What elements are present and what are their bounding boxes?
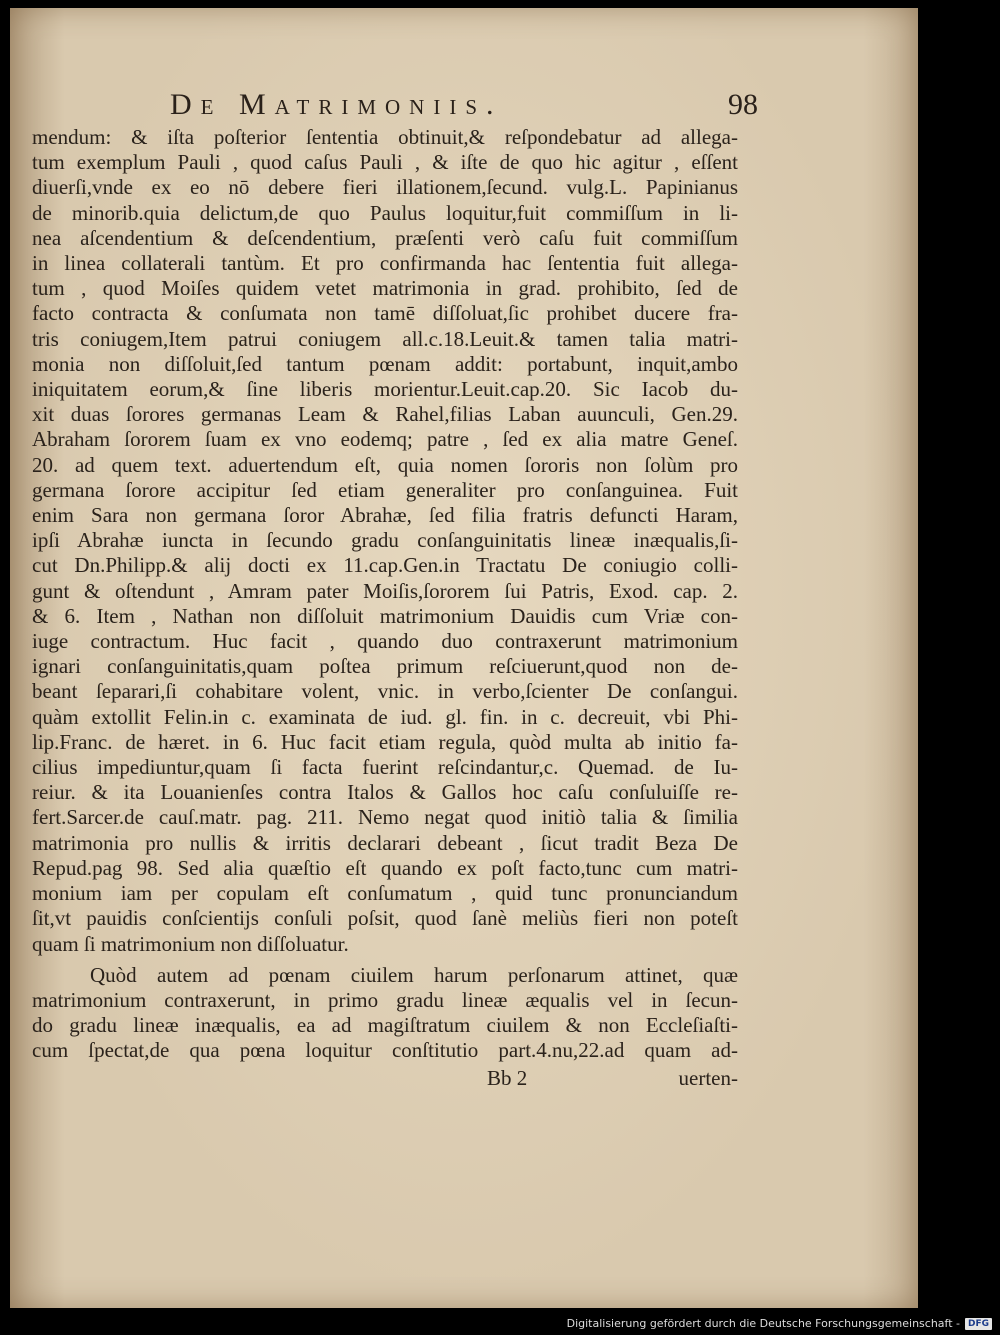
- text-line: reiur. & ita Louanienſes contra Italos & Gallos hoc caſu conſuluiſſe re-: [32, 780, 738, 805]
- text-line: tum , quod Moiſes quidem vetet matrimonia in grad. prohibito, ſed de: [32, 276, 738, 301]
- text-line: nea aſcendentium & deſcendentium, præſenti verò caſu fuit commiſſum: [32, 225, 738, 250]
- text-line: matrimonia pro nullis & irritis declarari debeant , ſicut tradit Beza De: [32, 830, 738, 855]
- text-line: facto contracta & conſumata non tamē diſſoluat,ſic prohibet ducere fra-: [32, 301, 738, 326]
- text-line: do gradu lineæ inæqualis, ea ad magiſtratum ciuilem & non Eccleſiaſti-: [32, 1013, 738, 1038]
- text-line: Abraham ſororem ſuam ex vno eodemq; patre , ſed ex alia matre Geneſ.: [32, 427, 738, 452]
- text-line: ignari conſanguinitatis,quam poſtea primum reſciuerunt,quod non de-: [32, 654, 738, 679]
- catchword: uerten-: [678, 1065, 738, 1090]
- text-line: Quòd autem ad pœnam ciuilem harum perſonarum attinet, quæ: [90, 962, 738, 987]
- text-line: xit duas ſorores germanas Leam & Rahel,filias Laban auunculi, Gen.29.: [32, 402, 738, 427]
- digitization-credit: [567, 1317, 992, 1330]
- text-line: tris coniugem,Item patrui coniugem all.c.18.Leuit.& tamen talia matri-: [32, 326, 738, 351]
- text-line: germana ſorore accipitur ſed etiam generaliter pro conſanguinea. Fuit: [32, 477, 738, 502]
- text-line: ſit,vt pauidis conſcientijs conſuli poſsit, quod ſanè meliùs fieri non poteſt: [32, 906, 738, 931]
- page-header: [170, 88, 758, 128]
- text-line: Repud.pag 98. Sed alia quæſtio eſt quando ex poſt facto,tunc cum matri-: [32, 855, 738, 880]
- text-line: cilius impediuntur,quam ſi facta fuerint reſcindantur,c. Quemad. de Iu-: [32, 755, 738, 780]
- text-line: monia non diſſoluit,ſed tantum pœnam addit: portabunt, inquit,ambo: [32, 351, 738, 376]
- text-line: quàm extollit Felin.in c. examinata de iud. gl. fin. in c. decreuit, vbi Phi-: [32, 704, 738, 729]
- text-line: diuerſi,vnde ex eo nō debere fieri illationem,ſecund. vulg.L. Papinianus: [32, 175, 738, 200]
- credit-text: Digitalisierung gefördert durch die Deutsche Forschungsgemeinschaft -: [566, 1317, 960, 1330]
- text-line: gunt & oſtendunt , Amram pater Moiſis,ſororem ſui Patris, Exod. cap. 2.: [32, 578, 738, 603]
- text-line: mendum: & iſta poſterior ſententia obtinuit,& reſpondebatur ad allega-: [32, 125, 738, 149]
- text-line: enim Sara non germana ſoror Abrahæ, ſed filia fratris defuncti Haram,: [32, 503, 738, 528]
- text-line: cum ſpectat,de qua pœna loquitur conſtitutio part.4.nu,22.ad quam ad-: [32, 1038, 738, 1063]
- text-line: beant ſeparari,ſi cohabitare volent, vnic. in verbo,ſcienter De conſangui.: [32, 679, 738, 704]
- text-line: & 6. Item , Nathan non diſſoluit matrimonium Dauidis cum Vriæ con-: [32, 603, 738, 628]
- signature-mark: Bb 2: [487, 1065, 528, 1090]
- dfg-logo: DFG: [965, 1318, 992, 1330]
- text-line: iniquitatem eorum,& ſine liberis morientur.Leuit.cap.20. Sic Iacob du-: [32, 377, 738, 402]
- body-text: [32, 125, 738, 1094]
- text-line: de minorib.quia delictum,de quo Paulus loquitur,fuit commiſſum in li-: [32, 200, 738, 225]
- text-line: iuge contractum. Huc facit , quando duo contraxerunt matrimonium: [32, 629, 738, 654]
- text-line: 20. ad quem text. aduertendum eſt, quia nomen ſororis non ſolùm pro: [32, 452, 738, 477]
- text-line: fert.Sarcer.de cauſ.matr. pag. 211. Nemo negat quod initiò talia & ſimilia: [32, 805, 738, 830]
- text-line: quam ſi matrimonium non diſſoluatur.: [32, 931, 349, 956]
- text-line: ipſi Abrahæ iuncta in ſecundo gradu conſanguinitatis lineæ inæqualis,ſi-: [32, 528, 738, 553]
- text-line: monium iam per copulam eſt conſumatum , quid tunc pronunciandum: [32, 881, 738, 906]
- text-line: lip.Franc. de hæret. in 6. Huc facit etiam regula, quòd multa ab initio fa-: [32, 729, 738, 754]
- text-line: tum exemplum Pauli , quod caſus Pauli , & iſte de quo hic agitur , eſſent: [32, 150, 738, 175]
- page-number: 98: [728, 88, 758, 121]
- text-line: cut Dn.Philipp.& alij docti ex 11.cap.Gen.in Tractatu De coniugio colli-: [32, 553, 738, 578]
- text-line: matrimonium contraxerunt, in primo gradu lineæ æqualis vel in ſecun-: [32, 987, 738, 1012]
- page-footer: [32, 1066, 738, 1094]
- text-line: in linea collaterali tantùm. Et pro confirmanda hac ſententia fuit allega-: [32, 251, 738, 276]
- book-page: [10, 8, 918, 1308]
- running-title: De Matrimoniis.: [170, 88, 503, 121]
